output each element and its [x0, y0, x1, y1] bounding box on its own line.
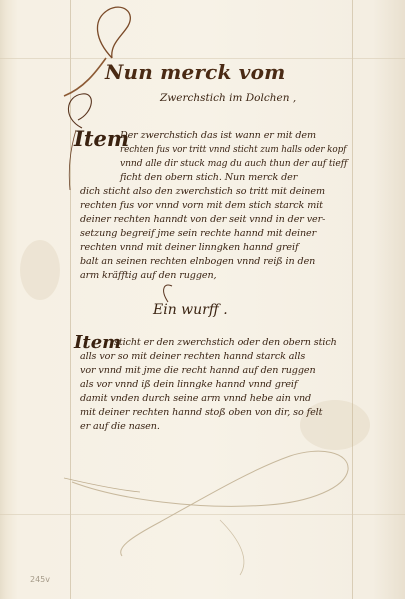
- section-flourish: [164, 285, 172, 302]
- chapter-heading: Nun merck vom: [105, 60, 286, 84]
- text-line: sticht er den zwerchstich oder den obern stich: [114, 337, 337, 348]
- chapter-subheading: Zwerchstich im Dolchen ,: [160, 92, 297, 104]
- text-line: ficht den obern stich. Nun merck der: [120, 172, 298, 183]
- initial-flourish: [68, 94, 91, 128]
- bottom-flourish: [64, 478, 140, 492]
- text-line: damit vnden durch seine arm vnnd hebe ain vnd: [80, 393, 312, 404]
- bottom-flourish: [72, 451, 348, 556]
- text-line: deiner rechten hanndt von der seit vnnd in der ver-: [80, 214, 326, 225]
- text-line: rechten fus vor tritt vnnd sticht zum halls oder kopf: [120, 145, 347, 155]
- heading-flourish: [97, 7, 130, 58]
- section-heading: Ein wurff .: [153, 302, 228, 318]
- text-line: Der zwerchstich das ist wann er mit dem: [120, 130, 317, 141]
- text-line: setzung begreif jme sein rechte hannd mit deiner: [80, 228, 317, 239]
- text-line: balt an seinen rechten elnbogen vnnd reiß in den: [80, 256, 316, 267]
- text-line: vnnd alle dir stuck mag du auch thun der auf tieff: [120, 158, 348, 169]
- paragraph-initial: Item: [74, 126, 130, 151]
- text-line: rechten fus vor vnnd vorn mit dem stich starck mit: [80, 200, 323, 211]
- text-line: mit deiner rechten hannd stoß oben von dir, so felt: [80, 407, 323, 418]
- heading-flourish: [64, 58, 106, 96]
- text-line: dich sticht also den zwerchstich so tritt mit deinem: [80, 186, 325, 197]
- text-line: als vor vnnd iß dein linngke hannd vnnd greif: [80, 379, 298, 390]
- text-line: alls vor so mit deiner rechten hannd starck alls: [80, 351, 306, 362]
- text-line: arm kräfftig auf den ruggen,: [80, 270, 217, 281]
- text-line: rechten vnnd mit deiner linngken hannd greif: [80, 242, 299, 253]
- paragraph-initial: Item: [74, 332, 122, 353]
- text-line: vor vnnd mit jme die recht hannd auf den ruggen: [80, 365, 316, 376]
- text-line: er auf die nasen.: [80, 421, 160, 432]
- bottom-flourish: [220, 520, 244, 575]
- folio-number: 245v: [30, 575, 51, 584]
